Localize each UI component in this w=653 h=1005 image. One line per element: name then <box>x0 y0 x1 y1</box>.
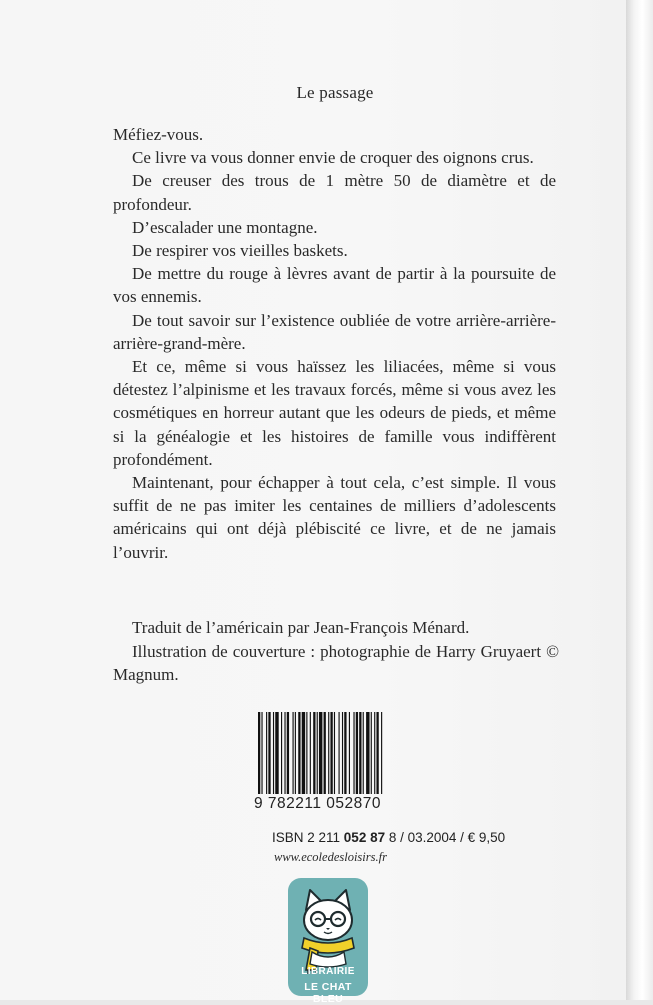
isbn-prefix: ISBN 2 211 <box>272 830 344 845</box>
barcode-bar <box>339 712 340 794</box>
blurb-paragraph: De creuser des trous de 1 mètre 50 de diamètre et de profondeur. <box>113 171 556 214</box>
book-title: Le passage <box>296 83 374 102</box>
barcode-bar <box>275 712 278 794</box>
bookstore-logo <box>288 878 368 996</box>
barcode-bar <box>342 712 343 794</box>
barcode-bar <box>376 712 378 794</box>
blurb-paragraph: D’escalader une montagne. <box>132 217 318 237</box>
barcode-bar <box>334 712 335 794</box>
blurb-paragraph: De tout savoir sur l’existence oubliée de votre arrière-arrière-arrière-grand-mère. <box>113 310 556 353</box>
barcode-number: 9 782211 052870 <box>254 795 382 812</box>
barcode-bar <box>266 712 267 794</box>
barcode-bar <box>261 712 262 794</box>
credits <box>113 616 559 687</box>
blurb-paragraph: De respirer vos vieilles baskets. <box>132 241 348 261</box>
barcode-bar <box>324 712 326 794</box>
barcode-bar <box>363 712 364 794</box>
blurb-paragraph: Méfiez-vous. <box>113 125 204 144</box>
barcode-bar <box>284 712 285 794</box>
barcode-bar <box>356 712 358 794</box>
cover-illustration-credit: Illustration de couverture : photographie de Harry Gruyaert © Magnum. <box>113 641 559 684</box>
isbn-suffix: 8 / 03.2004 / € 9,50 <box>385 830 506 845</box>
barcode-bars <box>254 712 420 796</box>
back-cover-blurb <box>113 123 556 564</box>
barcode-bar <box>330 712 332 794</box>
barcode-bar <box>298 712 300 794</box>
barcode-bar <box>273 712 274 794</box>
barcode-bar <box>293 712 294 794</box>
barcode-bar <box>371 712 372 794</box>
barcode-bar <box>317 712 318 794</box>
isbn-bold: 052 87 <box>343 830 386 845</box>
barcode-bar <box>349 712 350 794</box>
translator-credit: Traduit de l’américain par Jean-François Ménard. <box>132 618 470 637</box>
logo-line-1: LIBRAIRIE <box>301 966 355 977</box>
barcode-bar <box>302 712 305 794</box>
barcode-bar <box>319 712 322 794</box>
barcode-bar <box>306 712 307 794</box>
barcode-bar <box>366 712 369 794</box>
barcode-bar <box>313 712 315 794</box>
barcode-bar <box>344 712 346 794</box>
barcode-bar <box>287 712 289 794</box>
barcode <box>254 712 420 822</box>
logo-line-2: LE CHAT BLEU <box>304 981 352 1005</box>
blurb-paragraph: Maintenant, pour échapper à tout cela, c’est simple. Il vous suffit de ne pas imiter les centaines de milliers d’adolescents américains qui ont déjà plébiscité ce livre, et de ne jamais l’ouvrir. <box>113 473 556 562</box>
cat-with-glasses-and-scarf-icon <box>288 878 368 996</box>
blurb-paragraph: Ce livre va vous donner envie de croquer des oignons crus. <box>132 148 534 168</box>
barcode-bar <box>258 712 260 794</box>
isbn-line <box>272 830 512 845</box>
barcode-bar <box>359 712 361 794</box>
blurb-paragraph: Et ce, même si vous haïssez les liliacées, même si vous détestez l’alpinisme et les travaux forcés, même si vous avez les cosmétiques en horreur autant que les odeurs de pieds, et même si la généalogie et les histoires de famille vous indiffèrent profondément. <box>113 357 556 469</box>
barcode-bar <box>374 712 375 794</box>
page-edge <box>626 0 653 1000</box>
barcode-bar <box>328 712 329 794</box>
blurb-paragraph: De mettre du rouge à lèvres avant de partir à la poursuite de vos ennemis. <box>113 264 556 307</box>
barcode-bar <box>381 712 382 794</box>
barcode-bar <box>310 712 311 794</box>
publisher-website: www.ecoledesloisirs.fr <box>274 850 387 864</box>
barcode-bar <box>295 712 296 794</box>
barcode-bar <box>281 712 282 794</box>
barcode-bar <box>268 712 270 794</box>
barcode-bar <box>353 712 354 794</box>
